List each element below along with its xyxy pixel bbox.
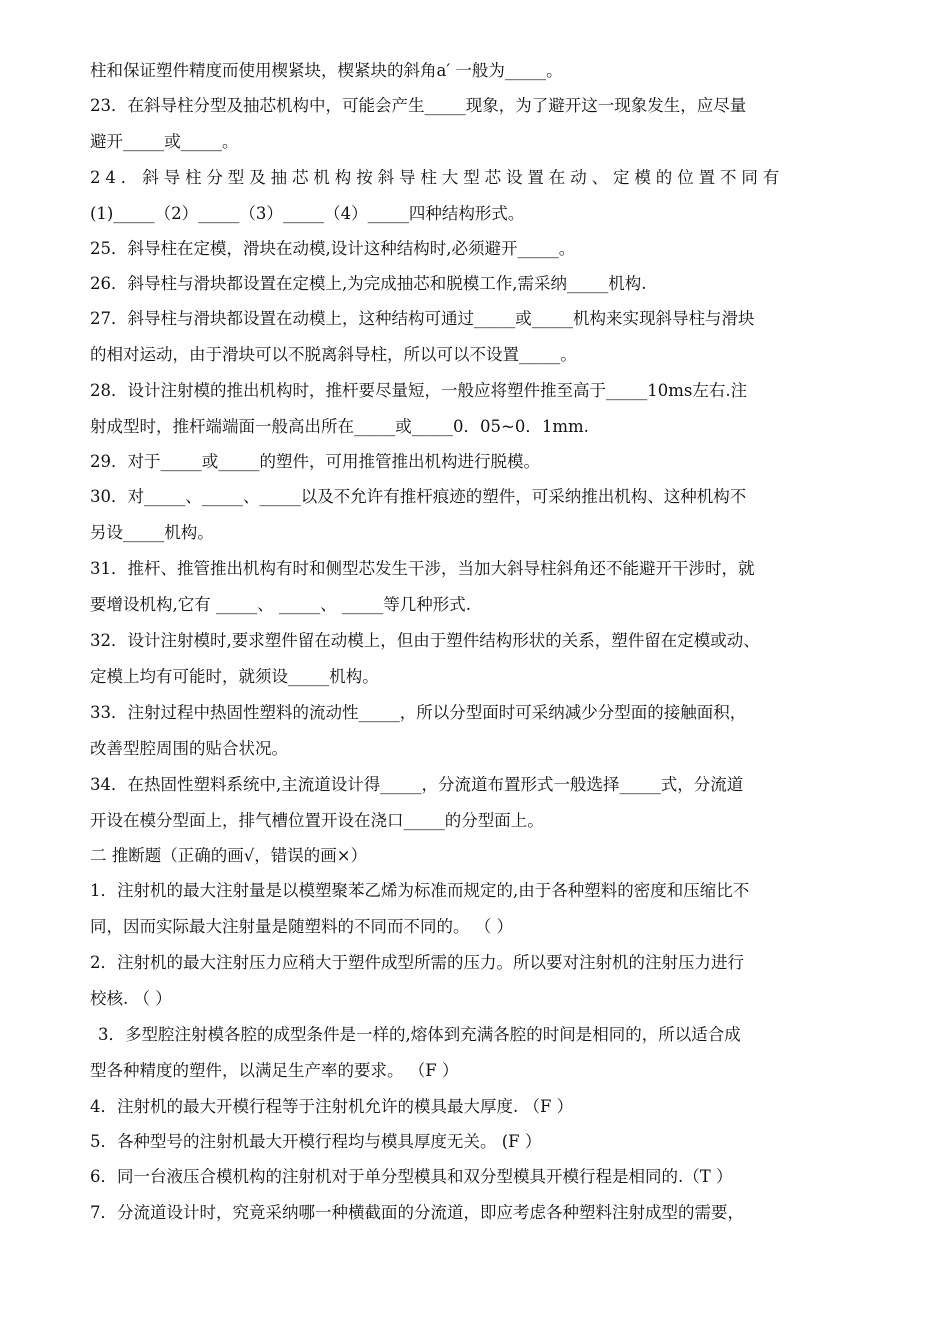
section-heading: 二 推断题（正确的画√，错误的画×） [90, 846, 368, 865]
question-28-line-1: 28．设计注射模的推出机构时，推杆要尽量短，一般应将塑件推至高于_____10ms左右.注 [90, 381, 748, 400]
question-23-line-2: 避开_____或_____。 [90, 132, 239, 151]
judgment-4: 4．注射机的最大开模行程等于注射机允许的模具最大厚度. （F ） [90, 1097, 574, 1116]
question-33-line-1: 33．注射过程中热固性塑料的流动性_____，所以分型面时可采纳减少分型面的接触面积， [90, 703, 747, 722]
judgment-3-line-2: 型各种精度的塑件，以满足生产率的要求。 （F ） [90, 1061, 459, 1080]
question-24-line-1: 24．斜导柱分型及抽芯机构按斜导柱大型芯设置在动、定模的位置不同有 [90, 168, 785, 187]
question-27-line-2: 的相对运动，由于滑块可以不脱离斜导柱，所以可以不设置_____。 [90, 345, 577, 364]
judgment-1-line-1: 1．注射机的最大注射量是以模塑聚苯乙烯为标准而规定的,由于各种塑料的密度和压缩比不 [90, 881, 750, 900]
text-line: 柱和保证塑件精度而使用楔紧块，楔紧块的斜角a′ 一般为_____。 [90, 61, 563, 80]
question-32-line-1: 32．设计注射模时,要求塑件留在动模上，但由于塑件结构形状的关系，塑件留在定模或动、 [90, 631, 760, 650]
question-34-line-2: 开设在模分型面上，排气槽位置开设在浇口_____的分型面上。 [90, 811, 544, 830]
question-25: 25．斜导柱在定模，滑块在动模,设计这种结构时,必须避开_____。 [90, 239, 576, 258]
question-23-line-1: 23．在斜导柱分型及抽芯机构中，可能会产生_____现象，为了避开这一现象发生，应尽量 [90, 96, 747, 115]
question-34-line-1: 34．在热固性塑料系统中,主流道设计得_____，分流道布置形式一般选择_____式，分流道 [90, 775, 744, 794]
question-26: 26．斜导柱与滑块都设置在定模上,为完成抽芯和脱模工作,需采纳_____机构. [90, 274, 647, 293]
judgment-2-line-2: 校核. （ ） [90, 989, 172, 1008]
question-31-line-1: 31．推杆、推管推出机构有时和侧型芯发生干涉，当加大斜导柱斜角还不能避开干涉时，就 [90, 559, 755, 578]
judgment-1-line-2: 同，因而实际最大注射量是随塑料的不同而不同的。 （ ） [90, 917, 513, 936]
question-24-line-2: (1)_____（2）_____（3）_____（4）_____四种结构形式。 [90, 204, 525, 223]
judgment-2-line-1: 2．注射机的最大注射压力应稍大于塑件成型所需的压力。所以要对注射机的注射压力进行 [90, 953, 744, 972]
question-27-line-1: 27．斜导柱与滑块都设置在动模上，这种结构可通过_____或_____机构来实现斜导柱与滑块 [90, 309, 755, 328]
judgment-5: 5．各种型号的注射机最大开模行程均与模具厚度无关。 (F ） [90, 1132, 542, 1151]
question-30-line-2: 另设_____机构。 [90, 523, 214, 542]
question-29: 29．对于_____或_____的塑件，可用推管推出机构进行脱模。 [90, 452, 540, 471]
question-33-line-2: 改善型腔周围的贴合状况。 [90, 739, 288, 758]
question-31-line-2: 要增设机构,它有 _____、 _____、 _____等几种形式. [90, 595, 471, 614]
question-30-line-1: 30．对_____、_____、_____以及不允许有推杆痕迹的塑件，可采纳推出机构、这种机构不 [90, 487, 747, 506]
question-32-line-2: 定模上均有可能时，就须设_____机构。 [90, 667, 379, 686]
judgment-7-line-1: 7．分流道设计时，究竟采纳哪一种横截面的分流道，即应考虑各种塑料注射成型的需要， [90, 1203, 744, 1222]
question-28-line-2: 射成型时，推杆端端面一般高出所在_____或_____0．05~0．1mm. [90, 417, 589, 436]
judgment-6: 6．同一台液压合模机构的注射机对于单分型模具和双分型模具开模行程是相同的.（T ） [90, 1167, 733, 1186]
judgment-3-line-1: 3．多型腔注射模各腔的成型条件是一样的,熔体到充满各腔的时间是相同的，所以适合成 [98, 1025, 741, 1044]
